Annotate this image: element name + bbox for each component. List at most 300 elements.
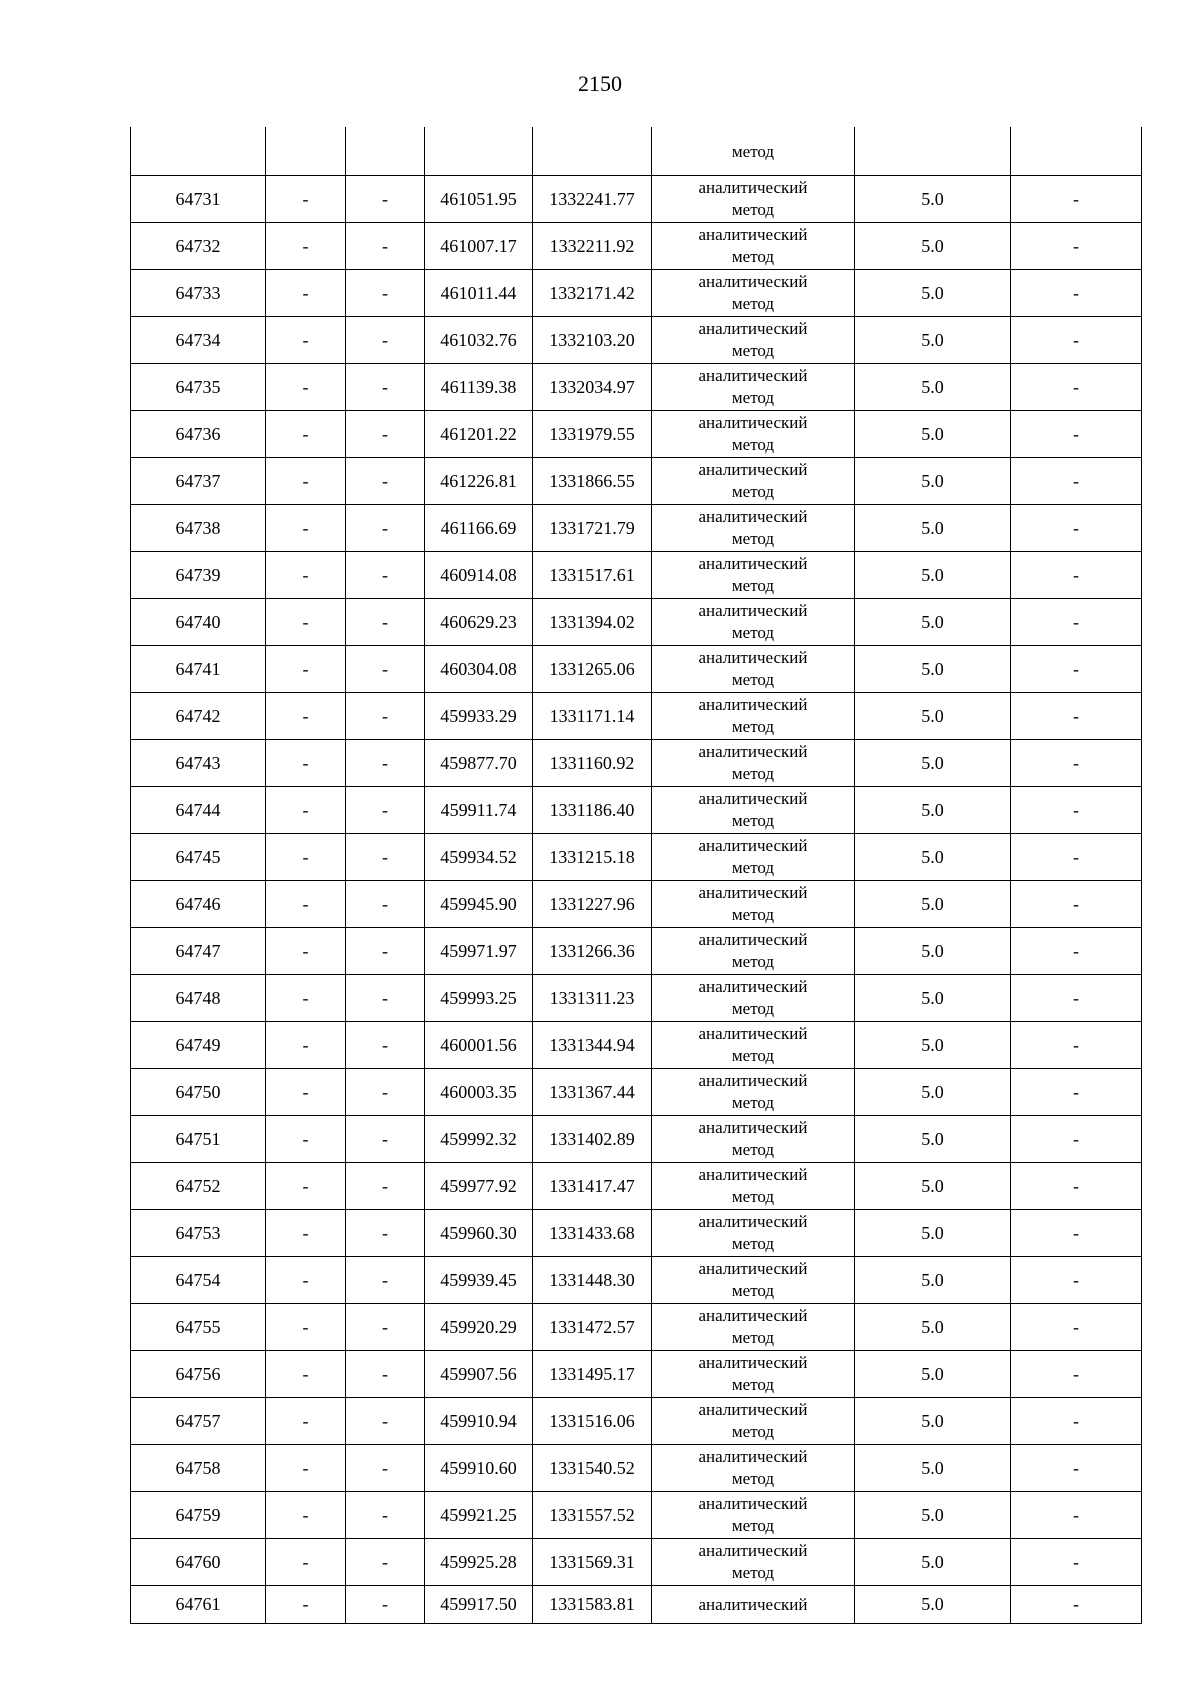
table-row [131,1069,1142,1116]
method-line-2: метод [731,1187,775,1206]
cell-method [652,223,855,270]
cell-col3: - [346,740,425,787]
cell-col2: - [266,1210,346,1257]
cell-col8: - [1011,1210,1142,1257]
method-line-2: метод [731,858,775,877]
method-line-2: метод [731,1563,775,1582]
cell-method [652,1492,855,1539]
cell-accuracy: 5.0 [855,458,1011,505]
cell-accuracy: 5.0 [855,693,1011,740]
cell-col2: - [266,1163,346,1210]
cell-accuracy: 5.0 [855,599,1011,646]
cell-id: 64758 [131,1445,266,1492]
cell-col8: - [1011,1257,1142,1304]
cell-x: 459992.32 [425,1116,533,1163]
cell-col2: - [266,1351,346,1398]
method-line-2: метод [731,952,775,971]
method-line-1: аналитический [698,1353,808,1372]
cell-y: 1331540.52 [533,1445,652,1492]
cell-x: 459917.50 [425,1586,533,1624]
cell-y [533,127,652,176]
cell-col3: - [346,176,425,223]
coordinates-table [130,127,1142,1624]
cell-x: 461007.17 [425,223,533,270]
cell-accuracy: 5.0 [855,1304,1011,1351]
cell-id: 64750 [131,1069,266,1116]
cell-accuracy: 5.0 [855,787,1011,834]
cell-accuracy: 5.0 [855,270,1011,317]
table-row [131,646,1142,693]
cell-col3: - [346,1257,425,1304]
cell-id: 64734 [131,317,266,364]
cell-col3: - [346,599,425,646]
cell-method [652,881,855,928]
cell-y: 1332034.97 [533,364,652,411]
method-line-2: метод [731,1046,775,1065]
cell-id: 64737 [131,458,266,505]
cell-id: 64731 [131,176,266,223]
cell-id: 64756 [131,1351,266,1398]
cell-col8: - [1011,646,1142,693]
cell-id: 64738 [131,505,266,552]
cell-method [652,411,855,458]
cell-col8: - [1011,975,1142,1022]
cell-col3: - [346,1069,425,1116]
cell-col8: - [1011,1163,1142,1210]
cell-method [652,317,855,364]
cell-col2: - [266,928,346,975]
table-row [131,1116,1142,1163]
cell-y: 1331266.36 [533,928,652,975]
cell-col8 [1011,127,1142,176]
cell-method [652,693,855,740]
cell-accuracy: 5.0 [855,1445,1011,1492]
cell-col8: - [1011,1022,1142,1069]
cell-col2: - [266,1022,346,1069]
cell-id: 64760 [131,1539,266,1586]
cell-method [652,1351,855,1398]
cell-method [652,646,855,693]
cell-y: 1331367.44 [533,1069,652,1116]
cell-x: 459911.74 [425,787,533,834]
cell-y: 1331569.31 [533,1539,652,1586]
method-line-1: аналитический [698,366,808,385]
cell-accuracy: 5.0 [855,364,1011,411]
method-line-2: метод [731,1516,775,1535]
cell-col8: - [1011,1304,1142,1351]
cell-method [652,740,855,787]
method-line-2: метод [731,1281,775,1300]
cell-accuracy: 5.0 [855,552,1011,599]
cell-id: 64748 [131,975,266,1022]
method-line-1: аналитический [698,1212,808,1231]
cell-accuracy: 5.0 [855,223,1011,270]
method-line-1: аналитический [698,1259,808,1278]
cell-col3: - [346,1304,425,1351]
cell-col8: - [1011,740,1142,787]
cell-method [652,1257,855,1304]
cell-method [652,1304,855,1351]
cell-y: 1331311.23 [533,975,652,1022]
cell-accuracy: 5.0 [855,740,1011,787]
method-line-1: аналитический [698,1447,808,1466]
cell-id: 64742 [131,693,266,740]
table-row [131,458,1142,505]
method-line-1: аналитический [698,1306,808,1325]
cell-col3: - [346,1116,425,1163]
method-line-1: аналитический [698,1024,808,1043]
cell-accuracy: 5.0 [855,1398,1011,1445]
method-line-1: аналитический [698,695,808,714]
cell-y: 1331516.06 [533,1398,652,1445]
cell-x: 459971.97 [425,928,533,975]
cell-col3: - [346,1586,425,1624]
cell-y: 1331344.94 [533,1022,652,1069]
cell-method [652,1398,855,1445]
cell-col3: - [346,787,425,834]
cell-id: 64749 [131,1022,266,1069]
cell-col3: - [346,881,425,928]
cell-accuracy: 5.0 [855,1586,1011,1624]
method-line-1: аналитический [698,648,808,667]
cell-col2: - [266,740,346,787]
cell-col2: - [266,505,346,552]
cell-method [652,975,855,1022]
cell-col2: - [266,1445,346,1492]
cell-col3: - [346,1445,425,1492]
method-line-2: метод [731,717,775,736]
cell-id: 64752 [131,1163,266,1210]
cell-x: 460001.56 [425,1022,533,1069]
cell-id [131,127,266,176]
table-row [131,787,1142,834]
cell-y: 1332241.77 [533,176,652,223]
cell-y: 1332171.42 [533,270,652,317]
cell-x: 459977.92 [425,1163,533,1210]
method-line-2: метод [731,1375,775,1394]
table-row [131,693,1142,740]
cell-col3: - [346,1351,425,1398]
table-continuation-row [131,127,1142,176]
cell-col2: - [266,1069,346,1116]
table-row [131,1351,1142,1398]
cell-col8: - [1011,1539,1142,1586]
method-line-1: аналитический [698,1494,808,1513]
cell-y: 1331557.52 [533,1492,652,1539]
method-line-2: метод [731,1328,775,1347]
cell-x: 459993.25 [425,975,533,1022]
cell-id: 64739 [131,552,266,599]
cell-col2: - [266,176,346,223]
cell-col3: - [346,975,425,1022]
method-line-1: аналитический [698,272,808,291]
cell-col8: - [1011,1492,1142,1539]
cell-col8: - [1011,1586,1142,1624]
cell-col2: - [266,693,346,740]
table-row [131,1022,1142,1069]
method-line-2: метод [731,1469,775,1488]
cell-x: 461011.44 [425,270,533,317]
table-row [131,1586,1142,1624]
method-line-2: метод [731,482,775,501]
cell-col8: - [1011,928,1142,975]
cell-x: 459933.29 [425,693,533,740]
cell-y: 1331979.55 [533,411,652,458]
cell-method [652,505,855,552]
method-line-1: аналитический [698,554,808,573]
cell-col3: - [346,1210,425,1257]
cell-accuracy [855,127,1011,176]
cell-y: 1331866.55 [533,458,652,505]
method-line-2: метод [731,811,775,830]
table-row [131,1445,1142,1492]
cell-y: 1331583.81 [533,1586,652,1624]
cell-y: 1331215.18 [533,834,652,881]
cell-x [425,127,533,176]
cell-col2: - [266,552,346,599]
cell-method [652,787,855,834]
cell-col8: - [1011,599,1142,646]
cell-method [652,1022,855,1069]
cell-y: 1331394.02 [533,599,652,646]
table-row [131,834,1142,881]
method-line-2: метод [731,1093,775,1112]
cell-x: 460914.08 [425,552,533,599]
method-line-1: аналитический [698,178,808,197]
cell-y: 1331517.61 [533,552,652,599]
cell-method [652,1445,855,1492]
cell-method [652,599,855,646]
cell-method [652,458,855,505]
cell-method [652,176,855,223]
cell-id: 64743 [131,740,266,787]
cell-accuracy: 5.0 [855,1116,1011,1163]
cell-method [652,928,855,975]
cell-accuracy: 5.0 [855,646,1011,693]
method-line-2: метод [731,999,775,1018]
table-row [131,1492,1142,1539]
cell-col3: - [346,411,425,458]
cell-id: 64746 [131,881,266,928]
cell-col2: - [266,1539,346,1586]
cell-col8: - [1011,881,1142,928]
method-line-1: аналитический [698,601,808,620]
cell-accuracy: 5.0 [855,1022,1011,1069]
cell-x: 459945.90 [425,881,533,928]
method-line-1: аналитический [698,225,808,244]
method-line-1: аналитический [698,1400,808,1419]
cell-accuracy: 5.0 [855,1492,1011,1539]
method-line-1: аналитический [698,1165,808,1184]
cell-col2: - [266,411,346,458]
cell-y: 1331448.30 [533,1257,652,1304]
cell-method [652,270,855,317]
cell-x: 459920.29 [425,1304,533,1351]
cell-id: 64753 [131,1210,266,1257]
cell-method [652,1116,855,1163]
cell-col8: - [1011,317,1142,364]
method-line-2: метод [731,294,775,313]
method-line-2: метод [731,435,775,454]
table-row [131,1163,1142,1210]
table-row [131,1304,1142,1351]
method-line-2: метод [731,1140,775,1159]
method-line-2: метод [731,764,775,783]
table-row [131,1539,1142,1586]
method-line-1: аналитический [698,977,808,996]
cell-col8: - [1011,1398,1142,1445]
table-row [131,881,1142,928]
cell-y: 1331402.89 [533,1116,652,1163]
table-row [131,975,1142,1022]
cell-method [652,1163,855,1210]
table-row [131,317,1142,364]
cell-col8: - [1011,834,1142,881]
cell-id: 64736 [131,411,266,458]
cell-accuracy: 5.0 [855,1539,1011,1586]
cell-x: 460629.23 [425,599,533,646]
cell-col3: - [346,270,425,317]
cell-col8: - [1011,176,1142,223]
cell-col2 [266,127,346,176]
cell-method: метод [652,127,855,176]
cell-id: 64759 [131,1492,266,1539]
cell-col2: - [266,834,346,881]
cell-y: 1331171.14 [533,693,652,740]
cell-col2: - [266,270,346,317]
cell-col3: - [346,317,425,364]
cell-id: 64745 [131,834,266,881]
method-line-2: метод [731,1422,775,1441]
cell-y: 1331227.96 [533,881,652,928]
table-row [131,411,1142,458]
cell-col3: - [346,646,425,693]
cell-col2: - [266,646,346,693]
cell-accuracy: 5.0 [855,928,1011,975]
cell-col3: - [346,1163,425,1210]
cell-col2: - [266,458,346,505]
method-line-1: аналитический [698,460,808,479]
cell-method [652,552,855,599]
cell-accuracy: 5.0 [855,1210,1011,1257]
cell-id: 64735 [131,364,266,411]
cell-col2: - [266,223,346,270]
cell-col3: - [346,364,425,411]
table-row [131,1257,1142,1304]
method-line-2: метод [731,529,775,548]
cell-col8: - [1011,1069,1142,1116]
cell-method [652,1210,855,1257]
cell-y: 1332103.20 [533,317,652,364]
method-line-2: метод [731,247,775,266]
cell-id: 64741 [131,646,266,693]
cell-accuracy: 5.0 [855,1163,1011,1210]
table-row [131,740,1142,787]
cell-accuracy: 5.0 [855,1351,1011,1398]
cell-method [652,364,855,411]
cell-col8: - [1011,693,1142,740]
cell-x: 459910.60 [425,1445,533,1492]
cell-y: 1331433.68 [533,1210,652,1257]
cell-col2: - [266,317,346,364]
cell-accuracy: 5.0 [855,505,1011,552]
method-line-2: метод [731,200,775,219]
cell-x: 461201.22 [425,411,533,458]
cell-id: 64744 [131,787,266,834]
method-line-1: аналитический [698,836,808,855]
cell-col8: - [1011,552,1142,599]
cell-col3: - [346,693,425,740]
cell-y: 1331265.06 [533,646,652,693]
method-line-1: аналитический [698,507,808,526]
cell-x: 459934.52 [425,834,533,881]
table-row [131,223,1142,270]
table-row [131,928,1142,975]
cell-accuracy: 5.0 [855,1069,1011,1116]
cell-col2: - [266,1304,346,1351]
method-line-1: аналитический [698,319,808,338]
cell-id: 64747 [131,928,266,975]
method-line-1: аналитический [698,413,808,432]
cell-x: 461226.81 [425,458,533,505]
cell-col2: - [266,787,346,834]
method-line-2: метод [731,905,775,924]
cell-method [652,1586,855,1624]
cell-col2: - [266,881,346,928]
cell-x: 461051.95 [425,176,533,223]
cell-col2: - [266,1116,346,1163]
cell-id: 64732 [131,223,266,270]
cell-id: 64740 [131,599,266,646]
table-row [131,1398,1142,1445]
cell-x: 459921.25 [425,1492,533,1539]
table-row [131,176,1142,223]
cell-y: 1331495.17 [533,1351,652,1398]
cell-method [652,834,855,881]
method-line-1: аналитический [698,883,808,902]
cell-col8: - [1011,505,1142,552]
cell-x: 460003.35 [425,1069,533,1116]
cell-x: 461166.69 [425,505,533,552]
cell-col3 [346,127,425,176]
cell-id: 64733 [131,270,266,317]
cell-col3: - [346,505,425,552]
cell-x: 461139.38 [425,364,533,411]
cell-accuracy: 5.0 [855,881,1011,928]
cell-id: 64761 [131,1586,266,1624]
cell-accuracy: 5.0 [855,176,1011,223]
cell-accuracy: 5.0 [855,1257,1011,1304]
method-line-2: метод [731,341,775,360]
cell-col8: - [1011,1445,1142,1492]
cell-y: 1331186.40 [533,787,652,834]
cell-col3: - [346,1539,425,1586]
cell-accuracy: 5.0 [855,317,1011,364]
cell-x: 459960.30 [425,1210,533,1257]
cell-y: 1331417.47 [533,1163,652,1210]
method-line-1: аналитический [698,1118,808,1137]
cell-col3: - [346,1492,425,1539]
cell-x: 460304.08 [425,646,533,693]
table-row [131,552,1142,599]
cell-x: 459939.45 [425,1257,533,1304]
cell-accuracy: 5.0 [855,975,1011,1022]
table-row [131,599,1142,646]
cell-col3: - [346,1022,425,1069]
method-line-1: аналитический [698,1594,808,1614]
cell-col2: - [266,599,346,646]
cell-col8: - [1011,787,1142,834]
